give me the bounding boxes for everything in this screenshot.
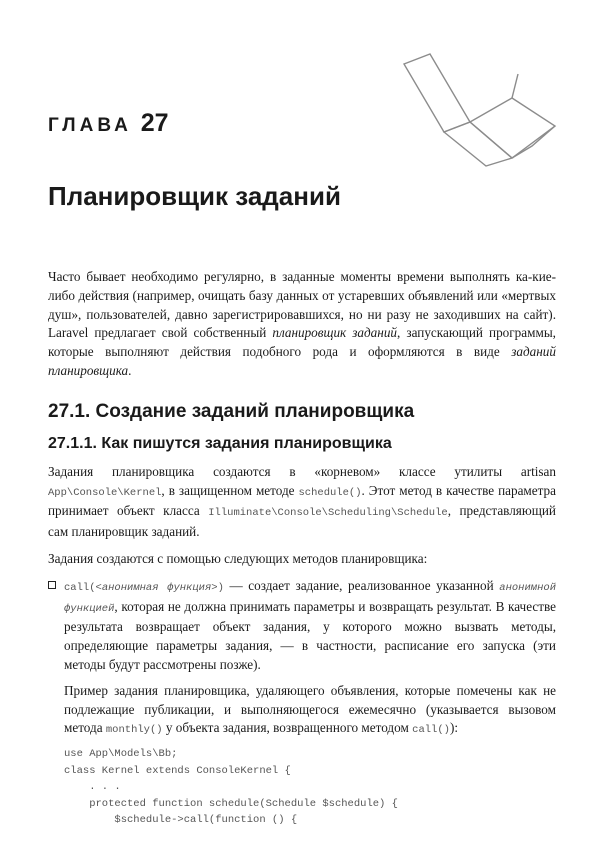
list-item bbox=[48, 577, 556, 740]
paragraph-kernel bbox=[48, 463, 556, 542]
section-heading: 27.1. Создание заданий планировщика bbox=[48, 400, 415, 422]
bullet-example bbox=[64, 682, 556, 740]
code-schedule-method: schedule() bbox=[298, 486, 362, 499]
page-body bbox=[48, 268, 556, 829]
example-text-1: Пример задания планировщика, удаляющего объявления, которые помечены как не подлежащие публикации, и выполняющегося ежемесячно (указывается вызовом метода bbox=[64, 682, 556, 736]
para1-text-4: , представляющий сам планировщик заданий. bbox=[48, 503, 556, 540]
code-call: call( bbox=[64, 581, 96, 594]
bullet-description bbox=[64, 577, 556, 675]
intro-paragraph bbox=[48, 268, 556, 381]
code-schedule-class: Illuminate\Console\Scheduling\Schedule bbox=[208, 507, 448, 520]
para1-text-3: . Этот метод в качестве параметра принимает объект класса bbox=[48, 482, 556, 519]
code-line: class Kernel extends ConsoleKernel { bbox=[64, 764, 291, 777]
code-call-arg: <анонимная функция> bbox=[95, 581, 218, 594]
intro-text-2: , запускающий программы, которые выполняют действия подобного рода и оформляются в виде bbox=[48, 325, 556, 360]
code-kernel-class: App\Console\Kernel bbox=[48, 486, 162, 499]
example-text-3: ): bbox=[449, 720, 459, 736]
para1-text-2: , в защищенном методе bbox=[161, 482, 299, 498]
code-line: . . . bbox=[64, 781, 121, 794]
chapter-word: ГЛАВА bbox=[48, 115, 132, 136]
para1-text-1: Задания планировщика создаются в «корневом» классе утилиты artisan bbox=[48, 463, 556, 479]
code-line: use App\Models\Bb; bbox=[64, 748, 178, 761]
intro-term-1: планировщик заданий bbox=[272, 325, 398, 341]
chapter-number: 27 bbox=[140, 109, 169, 137]
code-anon-fn: анонимной функцией bbox=[64, 581, 556, 615]
intro-term-2: заданий планировщика bbox=[48, 344, 556, 378]
code-line: $schedule->call(function () { bbox=[64, 814, 298, 827]
laravel-logo-icon bbox=[400, 50, 560, 168]
bullet-text-1: — создает задание, реализованное указанной bbox=[223, 577, 500, 593]
code-listing bbox=[64, 746, 556, 829]
intro-text-1: Часто бывает необходимо регулярно, в заданные моменты времени выполнять ка‑кие-либо действия (например, очищать базу данных от устаревших объявлений или «мертвых душ», пользователей, давно зарегистрировавшихся, но ни разу не заходивших на сайт). Laravel предлагает свой собственный bbox=[48, 269, 556, 341]
chapter-title: Планировщик заданий bbox=[48, 181, 341, 211]
intro-text-3: . bbox=[128, 362, 132, 378]
code-call-close: ) bbox=[217, 581, 224, 594]
code-monthly: monthly() bbox=[105, 724, 163, 737]
chapter-heading bbox=[48, 104, 169, 136]
bullet-text-2: , которая не должна принимать параметры и возвращать результат. В качестве результата возвращает объект задания, у которого можно вызвать методы, определяющие параметры задания, — в частности, расписание его запуска (эти методы будут рассмотрены позже). bbox=[64, 598, 556, 672]
paragraph-methods: Задания создаются с помощью следующих методов планировщика: bbox=[48, 550, 428, 566]
code-line: protected function schedule(Schedule $schedule) { bbox=[64, 797, 398, 810]
subsection-heading: 27.1.1. Как пишутся задания планировщика bbox=[48, 434, 392, 452]
checkbox-bullet-icon bbox=[48, 581, 56, 589]
code-call-method: call() bbox=[412, 724, 450, 737]
example-text-2: у объекта задания, возвращенного методом bbox=[162, 720, 413, 736]
